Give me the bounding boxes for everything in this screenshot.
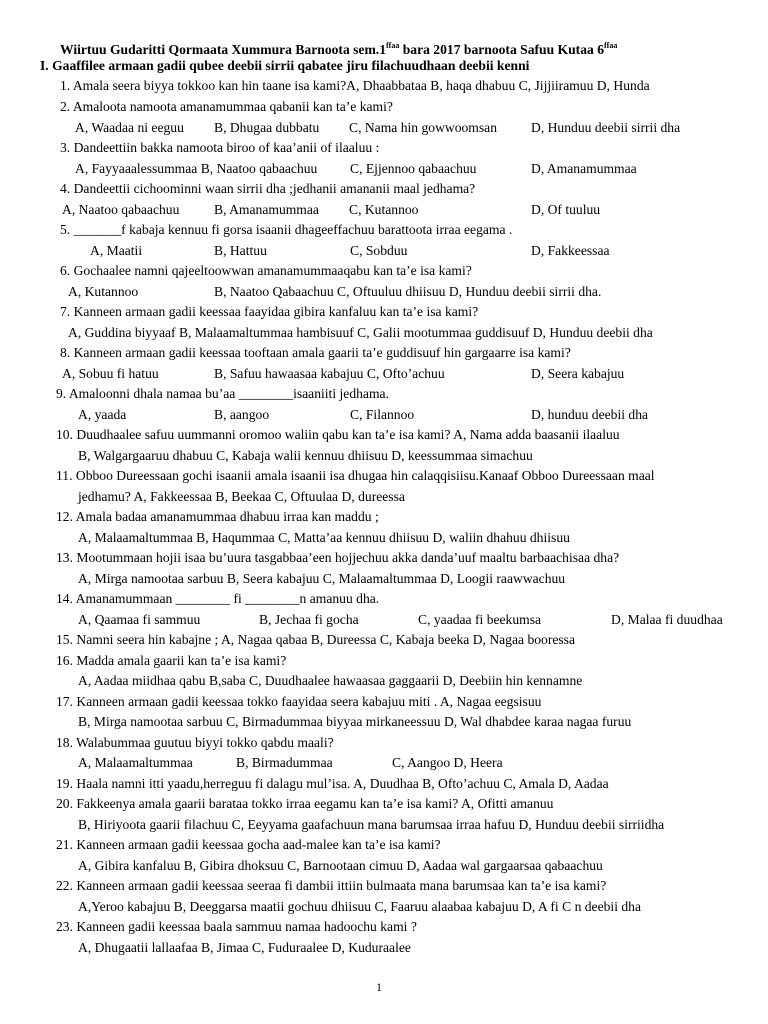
option: B, Birmadummaa bbox=[236, 755, 333, 770]
option: C, Aangoo D, Heera bbox=[392, 755, 503, 770]
option: D, Malaa fi duudhaa bbox=[611, 612, 723, 627]
option: C, Nama hin gowwoomsan bbox=[349, 120, 498, 135]
option: B, Safuu hawaasaa kabajuu C, Ofto’achuu bbox=[214, 366, 445, 381]
question-16: 16. Madda amala gaarii kan ta’e isa kami? bbox=[56, 653, 287, 668]
question-16-options: A, Aadaa miidhaa qabu B,saba C, Duudhaalee hawaasaa gaggaarii D, Deebiin hin kennamne bbox=[78, 673, 583, 688]
question-21-options: A, Gibira kanfaluu B, Gibira dhoksuu C, Barnootaan cimuu D, Aadaa wal gargaarsaa qabaachuu bbox=[78, 858, 603, 873]
option: C, yaadaa fi beekumsa bbox=[418, 612, 542, 627]
option: A, Kutannoo bbox=[68, 284, 139, 299]
question-22-options: A,Yeroo kabajuu B, Deeggarsa maatii gochuu dhiisuu C, Faaruu alaabaa kabajuu D, A fi C n deebii dha bbox=[78, 899, 642, 914]
question-20-options: B, Hiriyoota gaarii filachuu C, Eeyyama gaafachuun mana barumsaa irraa hafuu D, Hunduu deebii sirriidha bbox=[78, 817, 665, 832]
question-3-options bbox=[75, 160, 755, 177]
option: D, Of tuuluu bbox=[531, 202, 601, 217]
option: B, Naatoo Qabaachuu C, Oftuuluu dhiisuu D, Hunduu deebii sirrii dha. bbox=[214, 284, 602, 299]
question-6: 6. Gochaalee namni qajeeltoowwan amanamummaaqabu kan ta’e isa kami? bbox=[60, 263, 472, 278]
question-2: 2. Amaloota namoota amanamummaa qabanii kan ta’e kami? bbox=[60, 99, 393, 114]
question-17-options: B, Mirga namootaa sarbuu C, Birmadummaa biyyaa mirkaneessuu D, Wal dhabdee karaa nagaa furuu bbox=[78, 714, 632, 729]
question-15: 15. Namni seera hin kabajne ; A, Nagaa qabaa B, Dureessa C, Kabaja beeka D, Nagaa booressa bbox=[56, 632, 576, 647]
option: B, Dhugaa dubbatu bbox=[214, 120, 320, 135]
question-14-options bbox=[78, 611, 758, 628]
question-3: 3. Dandeettiin bakka namoota biroo of kaa’anii of ilaaluu : bbox=[60, 140, 380, 155]
question-21: 21. Kanneen armaan gadii keessaa gocha aad-malee kan ta’e isa kami? bbox=[56, 837, 441, 852]
question-11-options: jedhamu? A, Fakkeessaa B, Beekaa C, Oftuulaa D, dureessa bbox=[78, 489, 405, 504]
question-5: 5. _______f kabaja kennuu fi gorsa isaanii dhageeffachuu barattoota irraa eegama . bbox=[60, 222, 513, 237]
question-9-options bbox=[78, 406, 758, 423]
option: C, Ejjennoo qabaachuu bbox=[350, 161, 477, 176]
question-12: 12. Amala badaa amanamummaa dhabuu irraa kan maddu ; bbox=[56, 509, 379, 524]
question-13: 13. Mootummaan hojii isaa bu’uura tasgabbaa’een hojjechuu akka danda’uuf maaltu barbaachisaa dha? bbox=[56, 550, 620, 565]
option: A, Fayyaaalessummaa B, Naatoo qabaachuu bbox=[75, 161, 318, 176]
question-4-options bbox=[62, 201, 752, 218]
question-6-options bbox=[68, 283, 758, 300]
question-8-options bbox=[62, 365, 752, 382]
option: A, Qaamaa fi sammuu bbox=[78, 612, 201, 627]
title-text-mid: bara 2017 barnoota Safuu Kutaa 6 bbox=[399, 42, 605, 57]
option: A, Waadaa ni eeguu bbox=[75, 120, 184, 135]
section-heading: I. Gaaffilee armaan gadii qubee deebii sirrii qabatee jiru filachuudhaan deebii kenni bbox=[40, 58, 530, 73]
option: A, Maatii bbox=[90, 243, 143, 258]
page-number: 1 bbox=[376, 980, 382, 994]
question-18: 18. Walabummaa guutuu biyyi tokko qabdu maali? bbox=[56, 735, 334, 750]
question-9: 9. Amaloonni dhala namaa bu’aa ________isaaniiti jedhama. bbox=[56, 386, 389, 401]
option: B, aangoo bbox=[214, 407, 270, 422]
option: D, Seera kabajuu bbox=[531, 366, 625, 381]
option: B, Amanamummaa bbox=[214, 202, 319, 217]
option: A, yaada bbox=[78, 407, 127, 422]
question-19: 19. Haala namni itti yaadu,herreguu fi dalagu mul’isa. A, Duudhaa B, Ofto’achuu C, Amala D, Aadaa bbox=[56, 776, 609, 791]
question-7-options: A, Guddina biyyaaf B, Malaamaltummaa hambisuuf C, Galii mootummaa guddisuuf D, Hunduu deebii dha bbox=[68, 325, 653, 340]
question-17: 17. Kanneen armaan gadii keessaa tokko faayidaa seera kabajuu miti . A, Nagaa eegsisuu bbox=[56, 694, 542, 709]
question-13-options: A, Mirga namootaa sarbuu B, Seera kabajuu C, Malaamaltummaa D, Loogii raawwachuu bbox=[78, 571, 566, 586]
option: C, Kutannoo bbox=[349, 202, 419, 217]
option: D, Amanamummaa bbox=[531, 161, 637, 176]
option: C, Sobduu bbox=[350, 243, 408, 258]
question-8: 8. Kanneen armaan gadii keessaa tooftaan amala gaarii ta’e guddisuuf hin gargaarre isa kami? bbox=[60, 345, 571, 360]
question-23-options: A, Dhugaatii lallaafaa B, Jimaa C, Fuduraalee D, Kuduraalee bbox=[78, 940, 411, 955]
question-22: 22. Kanneen armaan gadii keessaa seeraa fi dambii ittiin bulmaata mana barumsaa kan ta’e isa kami? bbox=[56, 878, 607, 893]
option: A, Naatoo qabaachuu bbox=[62, 202, 180, 217]
question-4: 4. Dandeettii cichoominni waan sirrii dha ;jedhanii amananii maal jedhama? bbox=[60, 181, 476, 196]
question-20: 20. Fakkeenya amala gaarii barataa tokko irraa eegamu kan ta’e isa kami? A, Ofitti amanuu bbox=[56, 796, 554, 811]
option: B, Hattuu bbox=[214, 243, 267, 258]
question-10: 10. Duudhaalee safuu uummanni oromoo waliin qabu kan ta’e isa kami? A, Nama adda baasanii ilaaluu bbox=[56, 427, 620, 442]
question-5-options bbox=[90, 242, 750, 259]
question-11: 11. Obboo Dureessaan gochi isaanii amala isaanii isa dhugaa hin calaqqisiisu.Kanaaf Obboo Dureessaan maal bbox=[56, 468, 655, 483]
question-7: 7. Kanneen armaan gadii keessaa faayidaa gibira kanfaluu kan ta’e isa kami? bbox=[60, 304, 479, 319]
question-2-options bbox=[75, 119, 755, 136]
question-14: 14. Amanamummaan ________ fi ________n amanuu dha. bbox=[56, 591, 380, 606]
exam-title bbox=[60, 37, 617, 58]
option: A, Malaamaltummaa bbox=[78, 755, 193, 770]
option: A, Sobuu fi hatuu bbox=[62, 366, 159, 381]
question-12-options: A, Malaamaltummaa B, Haqummaa C, Matta’aa kennuu dhiisuu D, waliin dhahuu dhiisuu bbox=[78, 530, 570, 545]
question-23: 23. Kanneen gadii keessaa baala sammuu namaa hadoochu kami ? bbox=[56, 919, 417, 934]
option: D, Fakkeessaa bbox=[531, 243, 610, 258]
title-superscript-1: ffaa bbox=[385, 41, 400, 50]
question-18-options bbox=[78, 754, 758, 771]
option: C, Filannoo bbox=[350, 407, 415, 422]
title-text: Wiirtuu Gudaritti Qormaata Xummura Barnoota sem.1 bbox=[60, 42, 386, 57]
question-1: 1. Amala seera biyya tokkoo kan hin taane isa kami?A, Dhaabbataa B, haqa dhabuu C, Jijjiiramuu D, Hunda bbox=[60, 78, 650, 93]
question-10-options: B, Walgargaaruu dhabuu C, Kabaja walii kennuu dhiisuu D, keessummaa simachuu bbox=[78, 448, 533, 463]
option: D, hunduu deebii dha bbox=[531, 407, 649, 422]
title-superscript-2: ffaa bbox=[604, 41, 618, 50]
option: B, Jechaa fi gocha bbox=[259, 612, 359, 627]
option: D, Hunduu deebii sirrii dha bbox=[531, 120, 681, 135]
